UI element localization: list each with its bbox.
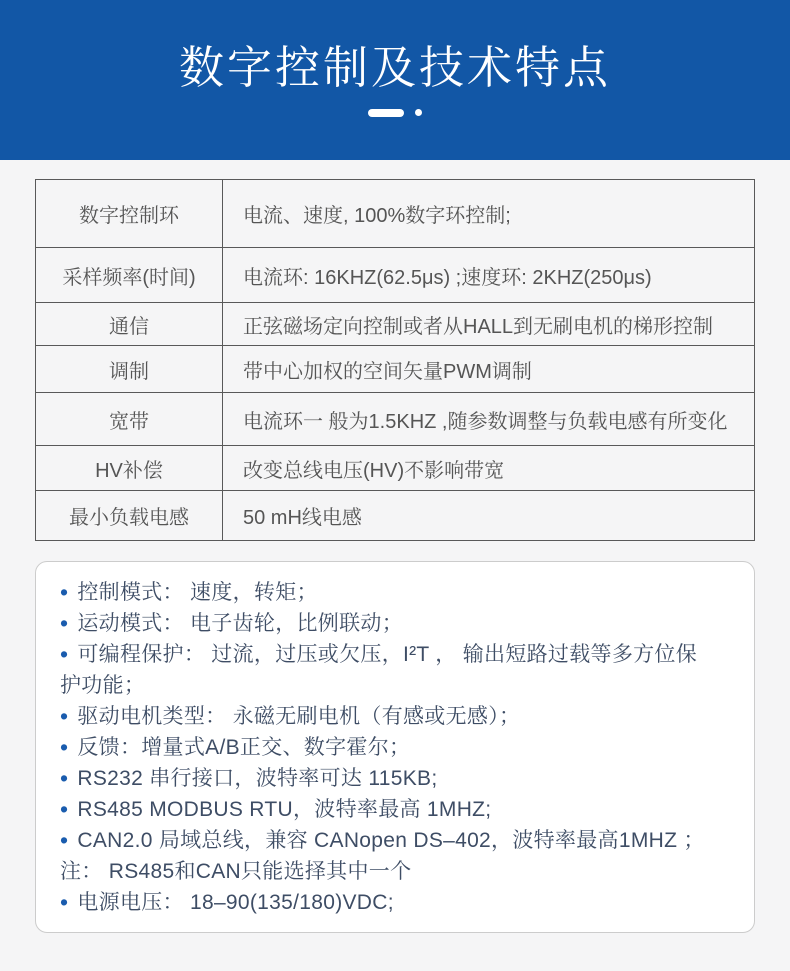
spec-value: 电流环: 16KHZ(62.5μs) ;速度环: 2KHZ(250μs) <box>223 248 755 303</box>
spec-label: 采样频率(时间) <box>36 248 223 303</box>
header-banner <box>0 0 790 160</box>
feature-text: 可编程保护： 过流，过压或欠压，I²T ， 输出短路过载等多方位保护功能； <box>60 643 698 697</box>
spec-value: 50 mH线电感 <box>223 491 755 541</box>
table-row <box>36 346 755 393</box>
spec-value: 电流、速度, 100%数字环控制; <box>223 180 755 248</box>
spec-value: 正弦磁场定向控制或者从HALL到无刷电机的梯形控制 <box>223 303 755 346</box>
feature-text: CAN2.0 局域总线，兼容 CANopen DS–402，波特率最高1MHZ ； <box>77 829 705 852</box>
bullet-icon: • <box>60 796 69 822</box>
feature-item <box>60 577 730 608</box>
table-row <box>36 303 755 346</box>
title-dash-icon <box>368 109 404 117</box>
spec-label: 通信 <box>36 303 223 346</box>
feature-text: 驱动电机类型： 永磁无刷电机（有感或无感）； <box>77 705 521 728</box>
title-underline <box>368 109 422 117</box>
feature-text: 控制模式： 速度，转矩； <box>77 581 318 604</box>
table-row <box>36 393 755 446</box>
bullet-icon: • <box>60 579 69 605</box>
feature-item <box>60 794 730 825</box>
feature-note-line <box>60 856 730 887</box>
feature-item <box>60 887 730 918</box>
feature-item <box>60 639 705 701</box>
bullet-icon: • <box>60 641 69 667</box>
spec-value: 改变总线电压(HV)不影响带宽 <box>223 446 755 491</box>
table-row <box>36 491 755 541</box>
spec-label: 宽带 <box>36 393 223 446</box>
bullet-icon: • <box>60 889 69 915</box>
spec-label: 调制 <box>36 346 223 393</box>
table-row <box>36 248 755 303</box>
feature-item <box>60 701 730 732</box>
spec-table <box>35 179 755 541</box>
feature-text: 注： RS485和CAN只能选择其中一个 <box>60 860 412 883</box>
table-row <box>36 446 755 491</box>
bullet-icon: • <box>60 610 69 636</box>
feature-item <box>60 732 730 763</box>
features-box <box>35 561 755 933</box>
feature-text: RS485 MODBUS RTU，波特率最高 1MHZ; <box>77 798 492 821</box>
page-title: 数字控制及技术特点 <box>178 42 611 94</box>
feature-text: 反馈：增量式A/B正交、数字霍尔； <box>77 736 411 759</box>
spec-value: 带中心加权的空间矢量PWM调制 <box>223 346 755 393</box>
feature-item <box>60 825 730 856</box>
bullet-icon: • <box>60 765 69 791</box>
spec-label: 最小负载电感 <box>36 491 223 541</box>
bullet-icon: • <box>60 827 69 853</box>
spec-label: 数字控制环 <box>36 180 223 248</box>
feature-text: RS232 串行接口，波特率可达 115KB; <box>77 767 438 790</box>
feature-item <box>60 763 730 794</box>
spec-label: HV补偿 <box>36 446 223 491</box>
feature-text: 运动模式： 电子齿轮，比例联动； <box>77 612 403 635</box>
feature-text: 电源电压： 18–90(135/180)VDC; <box>77 891 394 914</box>
bullet-icon: • <box>60 734 69 760</box>
title-dot-icon <box>415 109 422 116</box>
feature-item <box>60 608 730 639</box>
bullet-icon: • <box>60 703 69 729</box>
table-row <box>36 180 755 248</box>
spec-value: 电流环一 般为1.5KHZ ,随参数调整与负载电感有所变化 <box>223 393 755 446</box>
